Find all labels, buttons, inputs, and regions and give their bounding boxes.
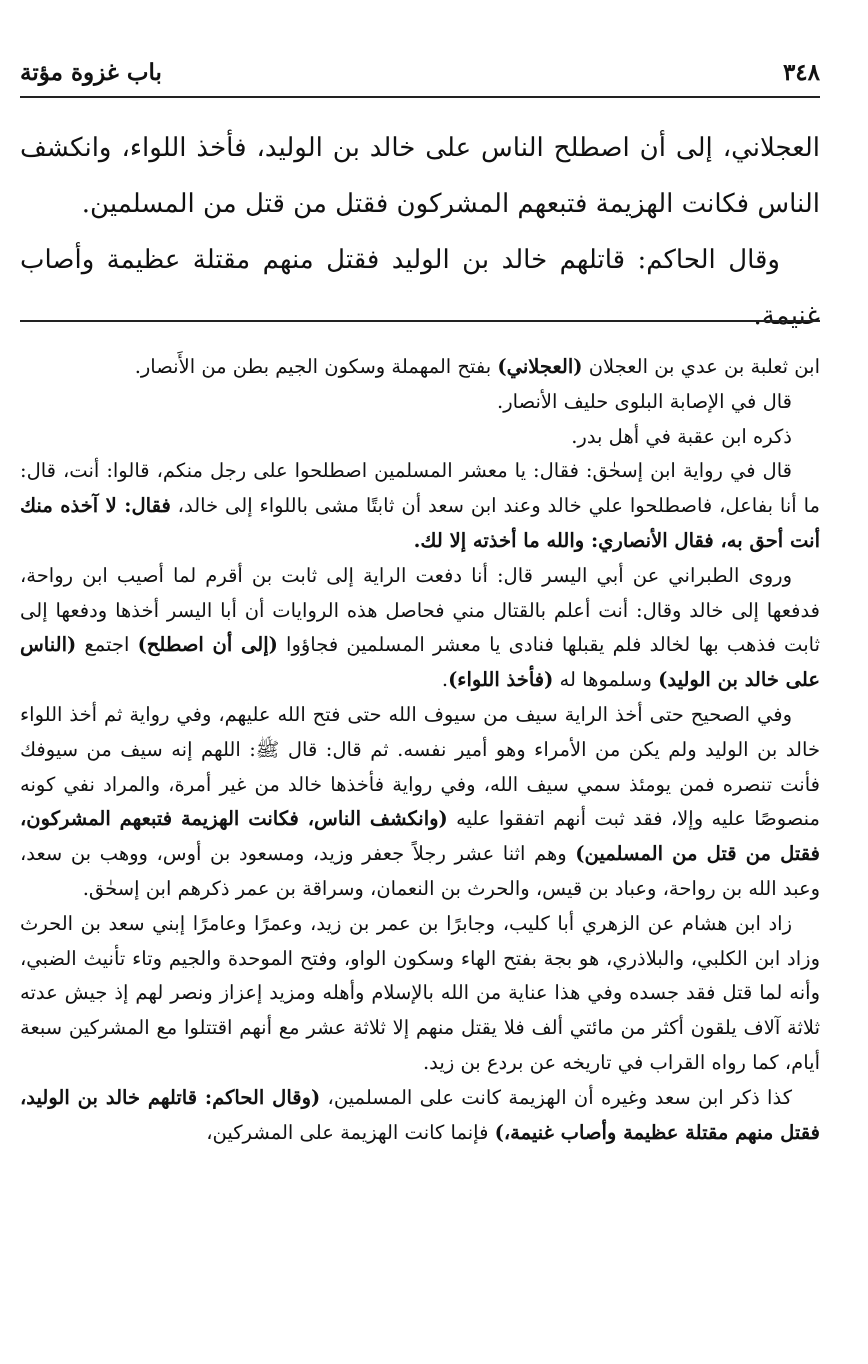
text-span: كذا ذكر ابن سعد وغيره أن الهزيمة كانت على المسلمين، [320,1085,792,1109]
quoted-term: فقال: لا آخذه منك أنت أحق به، فقال الأنصاري: والله ما أخذته إلا لك. [20,494,820,552]
header-rule [20,96,820,98]
quoted-term: (وقال الحاكم: قاتلهم خالد بن الوليد، فقتل منهم مقتلة عظيمة وأصاب غنيمة،) [20,1085,820,1144]
commentary-paragraph [20,454,820,558]
text-span: ابن ثعلبة بن عدي بن العجلان [582,355,820,378]
commentary-paragraph: زاد ابن هشام عن الزهري أبا كليب، وجابرًا بن عمر بن زيد، وعمرًا وعامرًا إبني سعد بن الحرث وزاد ابن الكلبي، والبلاذري، هو بجة بفتح الهاء وسكون الواو، وفتح الموحدة والجيم وتاء تأنيث الضبي، وأنه لما قتل فقد جسده وفي هذا عناية من الله بالإسلام وأهله ومزيد إعزاز ونصر لهم إذ جيش عدته ثلاثة آلاف يلقون أكثر من مائتي ألف فلا يقتل منهم إلا ثلاثة عشر مع أنهم اقتتلوا مع المشركين سبعة أيام، كما رواه القراب في تاريخه عن بردع بن زيد. [20,911,820,1074]
text-span: فإنما كانت الهزيمة على المشركين، [206,1120,495,1144]
page-header [20,52,820,92]
text-span: وروى الطبراني عن أبي اليسر قال: أنا دفعت الراية إلى ثابت بن أقرم لما أصيب ابن رواحة، فدفعها إلى خالد وقال: أنت أعلم بالقتال مني فحاصل هذه الروايات أن أبا اليسر أخذها ودفعها إلى ثابت فذهب بها لخالد فلم يقبلها فنادى يا معشر المسلمين فجاؤوا [20,563,820,657]
commentary-paragraph [20,1081,820,1151]
text-span: بفتح المهملة وسكون الجيم بطن من الأَنصار. [134,355,498,378]
text-span: اجتمع [76,633,138,657]
book-page [20,0,820,1364]
commentary-paragraph: ذكره ابن عقبة في أهل بدر. [571,424,792,448]
quoted-term: (وانكشف الناس، فكانت الهزيمة فتبعهم المشركون، فقتل من قتل من المسلمين) [20,807,820,866]
text-span: وفي الصحيح حتى أخذ الراية سيف من سيوف الله حتى فتح الله عليهم، وفي رواية ثم أخذ اللواء خالد بن الوليد ولم يكن من الأمراء وهو أمير نفسه. ثم قال: قال ﷺ: اللهم إنه سيف من سيوفك فأنت تنصره فمن يومئذ سمي سيف الله، وفي رواية فأخذها خالد من غير أمرة، والمراد نفي كونه منصوصًا عليه وإلا، فقد ثبت أنهم اتفقوا عليه [20,702,821,831]
text-span: قال في رواية ابن إسحٰق: فقال: يا معشر المسلمين اصطلحوا على رجل منكم، قالوا: أنت، قال: ما أنا بفاعل، فاصطلحوا علي خالد وعند ابن سعد أن ثابتًا مشى باللواء إلى خالد، [20,459,820,518]
quoted-term: (فأخذ اللواء) [448,668,554,692]
commentary-text [20,350,820,1150]
commentary-paragraph [20,698,820,907]
commentary-paragraph [20,559,820,698]
main-paragraph: وقال الحاكم: قاتلهم خالد بن الوليد فقتل منهم مقتلة عظيمة وأصاب غنيمة. [20,245,820,331]
commentary-paragraph [20,350,820,385]
commentary-paragraph: قال في الإصابة البلوى حليف الأنصار. [497,389,792,413]
text-span: وهم اثنا عشر رجلاً جعفر وزيد، ومسعود بن أوس، ووهب بن سعد، وعبد الله بن رواحة، وعباد بن قيس، والحرث بن النعمان، وسراقة بن عمر ذكرهم ابن إسحٰق. [20,842,820,900]
chapter-title: باب غزوة مؤتة [20,58,162,86]
commentary-rule [20,320,820,322]
page-number: ٣٤٨ [782,58,820,86]
quoted-term: (الناس على خالد بن الوليد) [20,633,820,692]
text-span: وسلموها له [553,668,659,692]
main-paragraph: العجلاني، إلى أن اصطلح الناس على خالد بن الوليد، فأخذ اللواء، وانكشف الناس فكانت الهزيمة فتبعهم المشركون فقتل من قتل من المسلمين. [20,133,820,219]
text-span: . [441,668,449,692]
quoted-term: (العجلاني) [497,355,583,378]
quoted-term: (إلى أن اصطلح) [137,633,278,657]
main-text [20,120,820,344]
